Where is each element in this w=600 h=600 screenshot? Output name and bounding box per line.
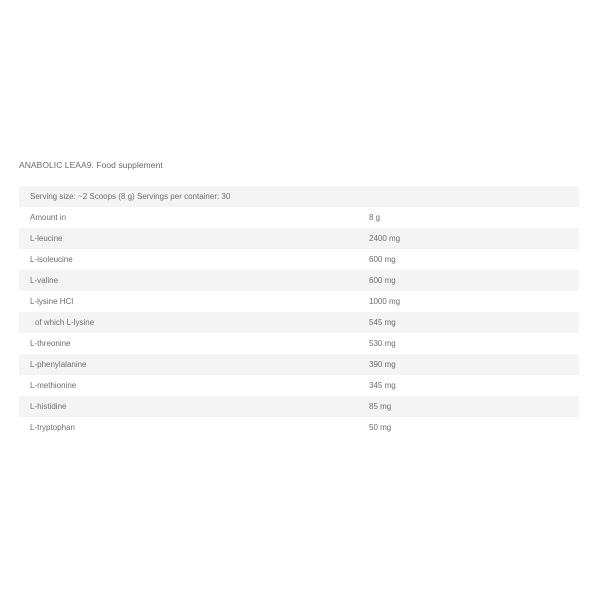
- ingredient-name: L-tryptophan: [30, 423, 75, 432]
- serving-row: [19, 186, 579, 207]
- table-row: [19, 228, 579, 249]
- ingredient-amount: 85 mg: [369, 402, 392, 411]
- ingredient-name: L-isoleucine: [30, 255, 73, 264]
- ingredient-amount: 530 mg: [369, 339, 396, 348]
- nutrition-table: [19, 186, 579, 438]
- ingredient-name: of which L-lysine: [35, 318, 95, 327]
- header-name: Amount in: [30, 213, 67, 222]
- ingredient-name: L-threonine: [30, 339, 71, 348]
- ingredient-amount: 600 mg: [369, 276, 396, 285]
- ingredient-amount: 345 mg: [369, 381, 396, 390]
- ingredient-name: L-methionine: [30, 381, 77, 390]
- ingredient-name: L-leucine: [30, 234, 63, 243]
- ingredient-name: L-lysine HCl: [30, 297, 74, 306]
- product-title: ANABOLIC LEAA9. Food supplement: [19, 160, 163, 170]
- serving-size-text: Serving size: ~2 Scoops (8 g) Servings per container: 30: [30, 192, 231, 201]
- table-row: [19, 270, 579, 291]
- ingredient-amount: 1000 mg: [369, 297, 401, 306]
- ingredient-amount: 50 mg: [369, 423, 392, 432]
- table-row: [19, 333, 579, 354]
- ingredient-amount: 600 mg: [369, 255, 396, 264]
- table-row: [19, 291, 579, 312]
- ingredient-amount: 545 mg: [369, 318, 396, 327]
- table-row: [19, 312, 579, 333]
- table-row: [19, 249, 579, 270]
- ingredient-name: L-valine: [30, 276, 59, 285]
- table-header-row: [19, 207, 579, 228]
- ingredient-name: L-phenylalanine: [30, 360, 87, 369]
- table-row: [19, 417, 579, 438]
- ingredient-name: L-histidine: [30, 402, 67, 411]
- header-value: 8 g: [369, 213, 381, 222]
- table-row: [19, 354, 579, 375]
- ingredient-amount: 390 mg: [369, 360, 396, 369]
- table-row: [19, 375, 579, 396]
- ingredient-amount: 2400 mg: [369, 234, 401, 243]
- table-row: [19, 396, 579, 417]
